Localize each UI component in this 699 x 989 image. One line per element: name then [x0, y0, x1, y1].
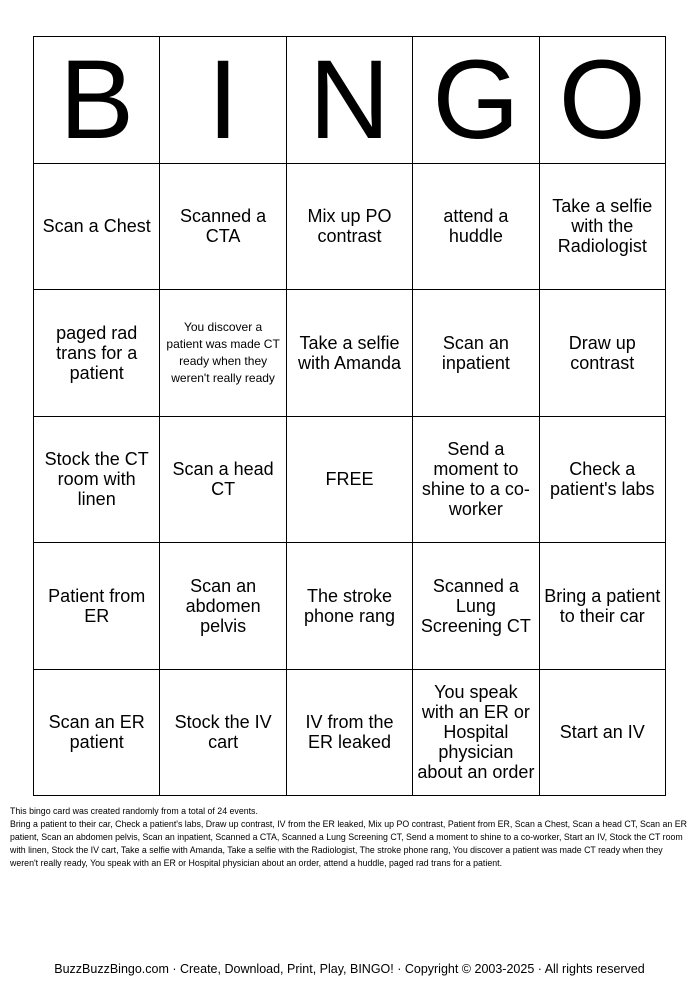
event-list: Bring a patient to their car, Check a patient's labs, Draw up contrast, IV from the ER leaked, Mix up PO contrast, Patient from ER, Scan a Chest, Scan a head CT, Scan an ER patient, Scan an abdomen pelvis, Scan an inpatient, Scanned a CTA, Scanned a Lung Screening CT, Send a moment to shine to a co-worker, Start an IV, Stock the CT room with linen, Stock the IV cart, Take a selfie with Amanda, Take a selfie with the Radiologist, The stroke phone rang, You discover a patient was made CT ready when they weren't really ready, You speak with an ER or Hospital physician about an order, attend a huddle, paged rad trans for a patient.: [10, 819, 687, 868]
bingo-card: [33, 36, 666, 796]
bingo-cell: Patient from ER: [34, 543, 160, 670]
bingo-cell: Take a selfie with the Radiologist: [540, 164, 666, 291]
card-info: [10, 805, 690, 870]
bingo-cell: Scan an ER patient: [34, 670, 160, 797]
bingo-cell: Send a moment to shine to a co-worker: [413, 417, 539, 544]
bingo-cell: You discover a patient was made CT ready when they weren't really ready: [160, 290, 286, 417]
bingo-cell: paged rad trans for a patient: [34, 290, 160, 417]
bingo-cell: Check a patient's labs: [540, 417, 666, 544]
header-letter-o: O: [540, 37, 666, 164]
header-letter-g: G: [413, 37, 539, 164]
header-letter-b: B: [34, 37, 160, 164]
bingo-cell: Scanned a Lung Screening CT: [413, 543, 539, 670]
bingo-cell: Scanned a CTA: [160, 164, 286, 291]
bingo-cell: attend a huddle: [413, 164, 539, 291]
bingo-cell: Draw up contrast: [540, 290, 666, 417]
header-letter-i: I: [160, 37, 286, 164]
card-summary: This bingo card was created randomly from a total of 24 events.: [10, 806, 258, 816]
bingo-cell: Stock the CT room with linen: [34, 417, 160, 544]
bingo-cell: Take a selfie with Amanda: [287, 290, 413, 417]
bingo-cell: Scan an inpatient: [413, 290, 539, 417]
free-space-cell: FREE: [287, 417, 413, 544]
bingo-cell: IV from the ER leaked: [287, 670, 413, 797]
bingo-cell: Scan a Chest: [34, 164, 160, 291]
bingo-cell: Stock the IV cart: [160, 670, 286, 797]
header-letter-n: N: [287, 37, 413, 164]
bingo-cell: You speak with an ER or Hospital physician about an order: [413, 670, 539, 797]
bingo-cell: The stroke phone rang: [287, 543, 413, 670]
credits-line: BuzzBuzzBingo.com · Create, Download, Print, Play, BINGO! · Copyright © 2003-2025 · All rights reserved: [54, 962, 645, 976]
bingo-cell: Scan an abdomen pelvis: [160, 543, 286, 670]
bingo-cell: Mix up PO contrast: [287, 164, 413, 291]
bingo-cell: Scan a head CT: [160, 417, 286, 544]
bingo-cell: Start an IV: [540, 670, 666, 797]
bingo-cell: Bring a patient to their car: [540, 543, 666, 670]
